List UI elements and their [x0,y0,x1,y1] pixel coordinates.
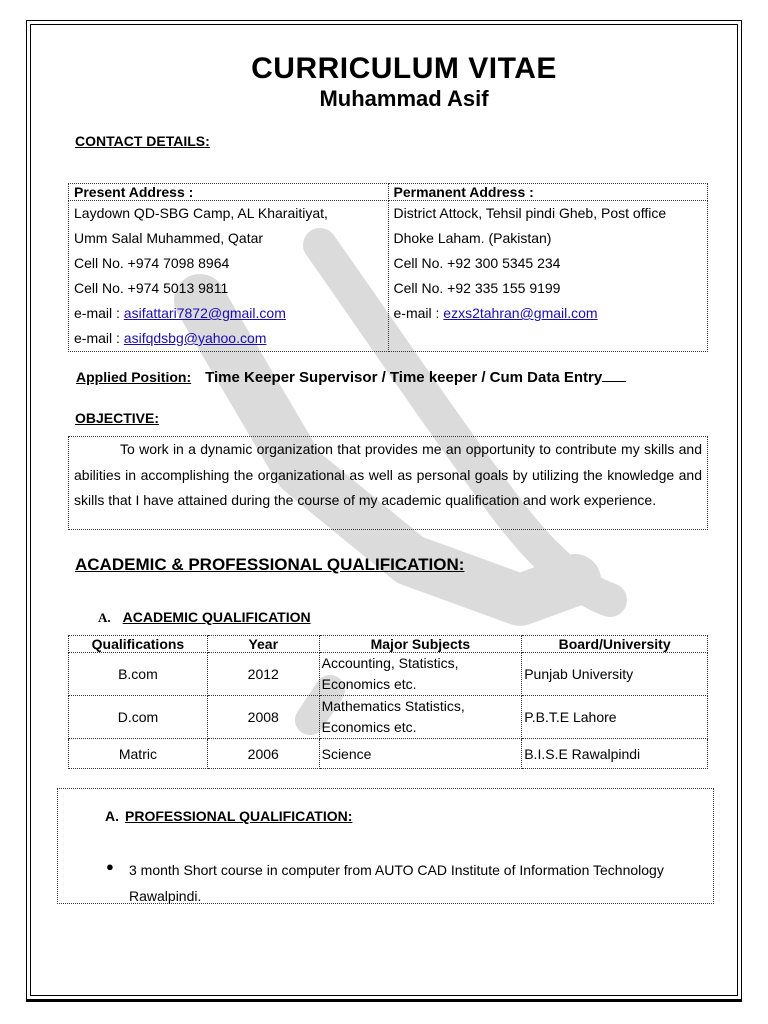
present-line: Laydown QD-SBG Camp, AL Kharaitiyat, [74,205,328,221]
permanent-address-label: Permanent Address : [388,184,708,201]
column-header: Year [207,636,319,653]
contact-heading: CONTACT DETAILS: [75,133,210,149]
email-link[interactable]: asifqdsbg@yahoo.com [123,330,267,346]
list-letter: A. [105,808,119,824]
present-address-cell [69,201,389,352]
qualification-heading: ACADEMIC & PROFESSIONAL QUALIFICATION: [75,555,465,574]
email-prefix: e-mail : [393,305,444,321]
table-cell: 2006 [207,739,319,769]
table-cell: B.I.S.E Rawalpindi [522,739,708,769]
objective-heading: OBJECTIVE: [75,410,160,426]
table-cell: Matric [69,739,208,769]
applied-position-label: Applied Position: [76,369,192,385]
table-cell: D.com [69,696,208,739]
table-cell: 2008 [207,696,319,739]
table-cell: Mathematics Statistics, Economics etc. [319,696,522,739]
permanent-address-cell [388,201,708,352]
list-letter: A. [98,610,111,625]
email-prefix: e-mail : [74,330,124,346]
column-header: Major Subjects [319,636,522,653]
present-email-line [74,326,383,351]
bullet-icon: ● [106,859,114,874]
blank-underline [602,367,626,382]
academic-table [68,635,708,769]
present-line: Cell No. +974 7098 8964 [74,255,230,271]
permanent-line: Cell No. +92 300 5345 234 [393,255,561,271]
document-title: CURRICULUM VITAE [251,52,557,85]
objective-text: To work in a dynamic organization that provides me an opportunity to contribute my skills and abilities in accomplishing the organizational as well as personal goals by utilizing the knowledge and skills that I have attained during the course of my academic qualification and work experience. [74,441,702,508]
column-header: Qualifications [69,636,208,653]
permanent-line: District Attock, Tehsil pindi Gheb, Post office [393,205,667,221]
table-row [69,696,708,739]
email-link[interactable]: ezxs2tahran@gmail.com [443,305,598,321]
professional-subheading [105,808,352,824]
applied-position [76,367,626,386]
present-line: Umm Salal Muhammed, Qatar [74,230,264,246]
table-row [69,739,708,769]
candidate-name: Muhammad Asif [319,86,489,111]
page-border-bottom [26,999,742,1002]
professional-title: PROFESSIONAL QUALIFICATION: [125,808,353,824]
column-header: Board/University [522,636,708,653]
table-cell: P.B.T.E Lahore [522,696,708,739]
email-link[interactable]: asifattari7872@gmail.com [123,305,286,321]
objective-box [68,436,708,530]
permanent-line: Dhoke Laham. (Pakistan) [393,230,552,246]
table-cell: Accounting, Statistics, Economics etc. [319,653,522,696]
academic-subheading [98,609,311,626]
present-address-label: Present Address : [69,184,389,201]
contact-table [68,183,708,352]
permanent-email-line [394,301,703,326]
academic-title: ACADEMIC QUALIFICATION [122,609,311,625]
permanent-line: Cell No. +92 335 155 9199 [393,280,561,296]
table-cell: B.com [69,653,208,696]
email-prefix: e-mail : [74,305,124,321]
professional-item: 3 month Short course in computer from AUTO CAD Institute of Information Technology Rawalpindi. [129,862,664,904]
table-cell: Punjab University [522,653,708,696]
table-cell: 2012 [207,653,319,696]
table-cell: Science [319,739,522,769]
applied-position-value: Time Keeper Supervisor / Time keeper / Cum Data Entry [205,369,603,386]
present-line: Cell No. +974 5013 9811 [74,280,229,296]
present-email-line [74,301,383,326]
table-row [69,653,708,696]
